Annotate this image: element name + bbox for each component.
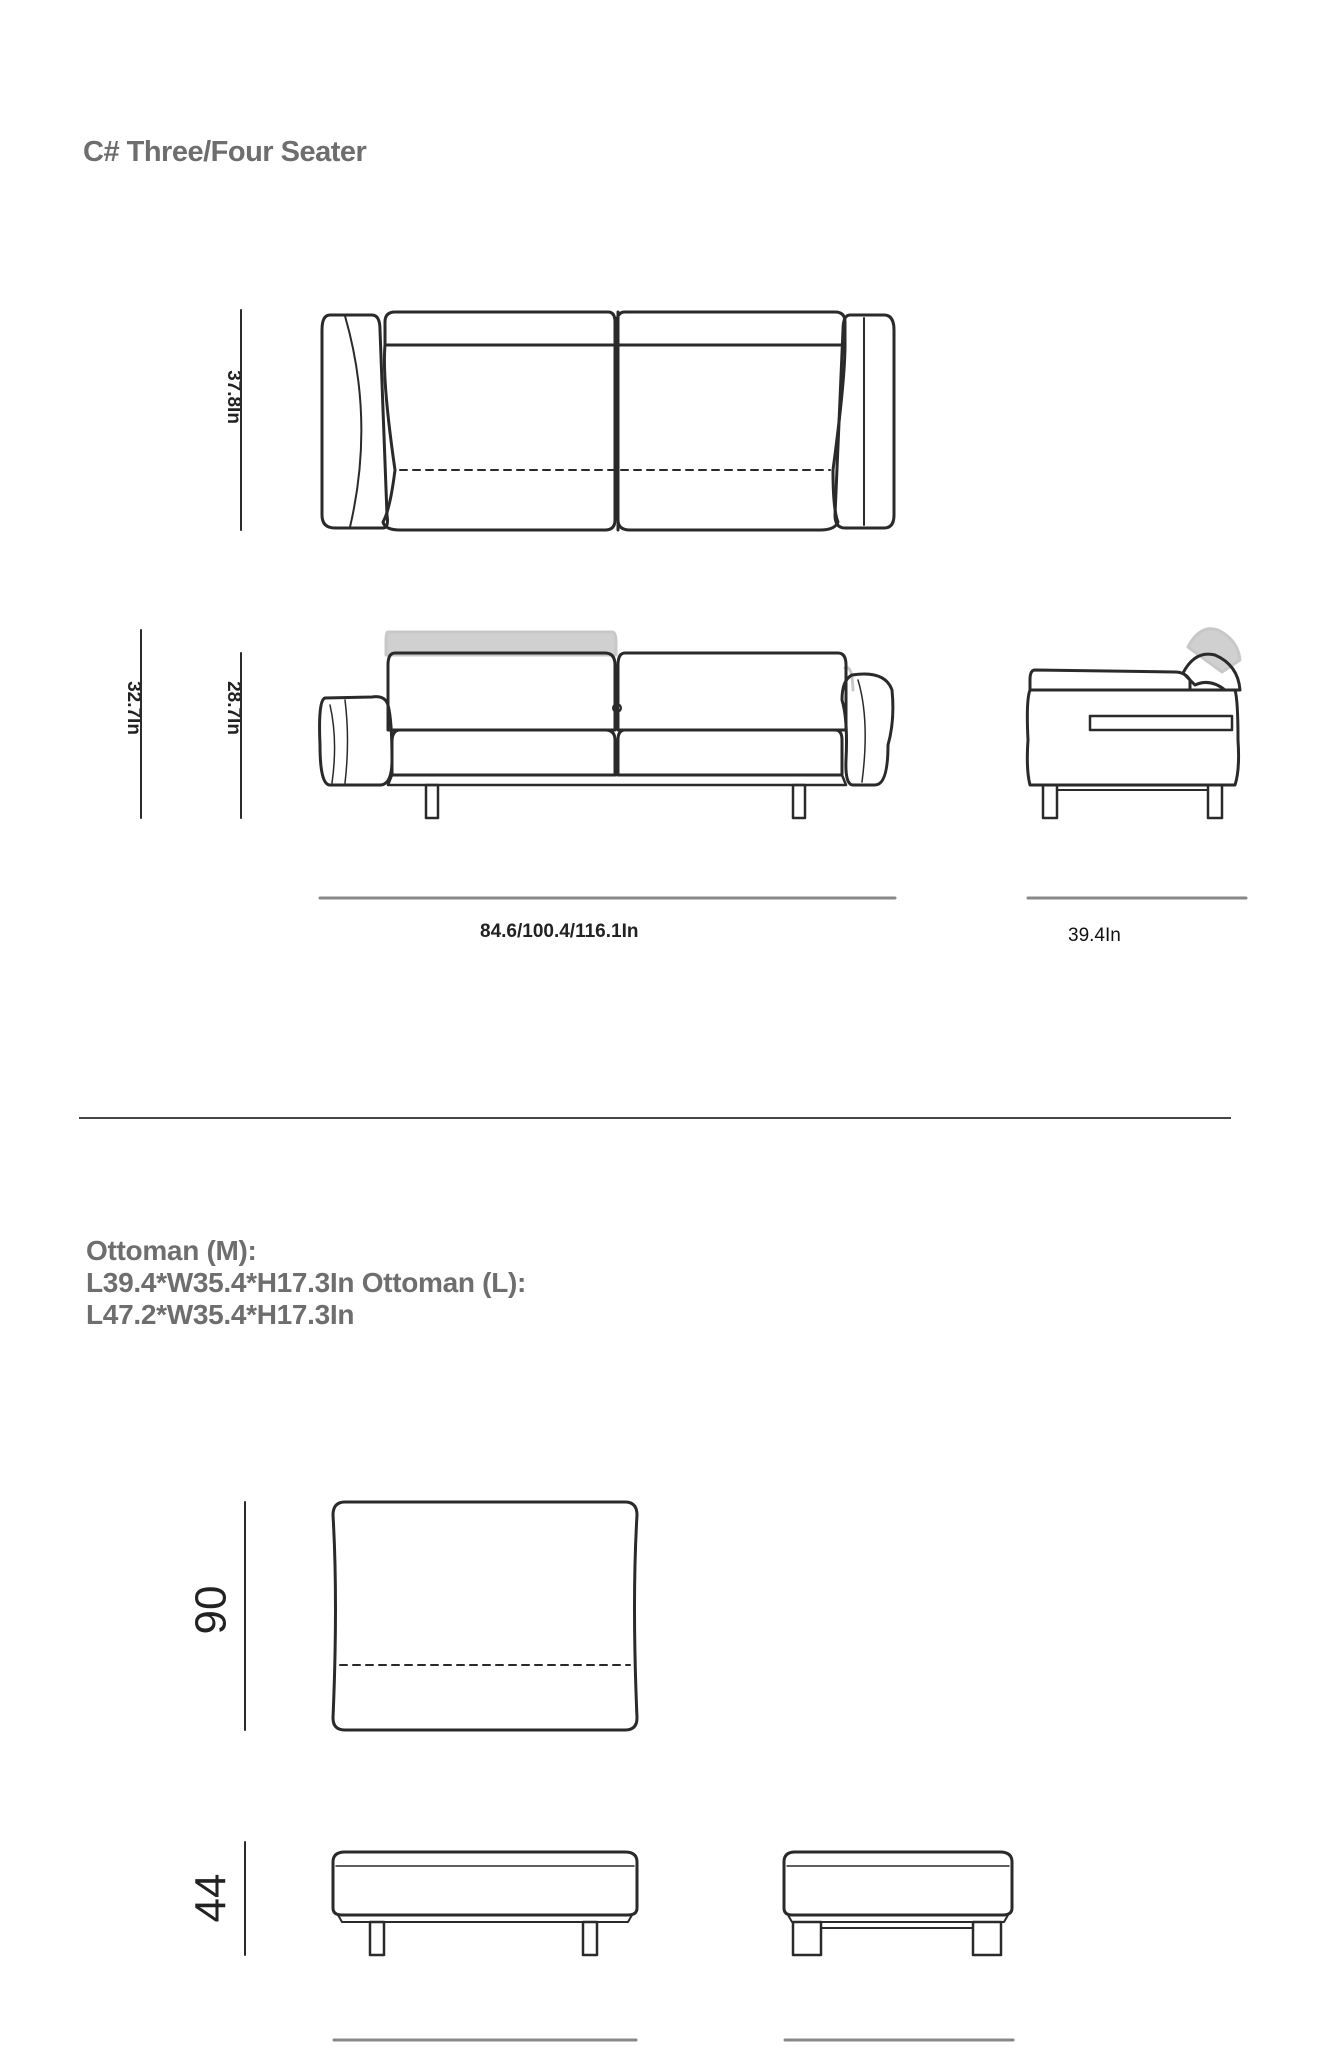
sofa-side-view: [1027, 629, 1240, 818]
seat-height-label: 28.7In: [222, 681, 244, 735]
ottoman-depth-label: 90: [186, 1585, 236, 1635]
side-seat: [1030, 670, 1190, 690]
left-back-cushion: [388, 653, 615, 730]
ottoman-top-view: [333, 1502, 637, 1730]
side-leg-left: [1043, 785, 1057, 818]
ottoman-spec-line-1: Ottoman (M):: [86, 1235, 257, 1266]
side-back-shadow: [1188, 629, 1240, 672]
ottoman-top-outline: [333, 1502, 637, 1730]
right-seat-cushion: [618, 730, 842, 775]
ottoman-spec-line-3: L47.2*W35.4*H17.3In: [86, 1299, 355, 1330]
ottoman-side-view: [784, 1852, 1012, 1955]
side-depth-label: 39.4In: [1068, 925, 1121, 946]
sofa-front-view: [320, 632, 893, 818]
ottoman-side-leg-right: [973, 1922, 1001, 1955]
ottoman-side-cushion: [784, 1852, 1012, 1915]
left-leg: [426, 785, 438, 818]
side-armrest-bar: [1090, 716, 1232, 730]
depth-dimension-label: 37.8In: [222, 370, 244, 424]
ottoman-front-view: [333, 1852, 637, 1955]
ottoman-front-cushion: [333, 1852, 637, 1915]
right-back-cushion: [618, 653, 846, 730]
ottoman-spec-line-2: L39.4*W35.4*H17.3In Ottoman (L):: [86, 1267, 527, 1298]
right-arm-front: [842, 674, 893, 785]
left-seat-cushion: [392, 730, 615, 775]
overall-height-label: 32.7In: [122, 681, 144, 735]
side-leg-right: [1208, 785, 1222, 818]
left-arm-top: [322, 315, 388, 528]
right-leg: [793, 785, 805, 818]
sofa-title: C# Three/Four Seater: [83, 136, 367, 168]
ottoman-front-leg-right: [583, 1922, 597, 1955]
right-seat-top: [617, 312, 845, 345]
side-body: [1027, 690, 1238, 785]
sofa-top-view: [322, 312, 894, 530]
width-dimension-label: 84.6/100.4/116.1In: [480, 921, 639, 942]
ottoman-height-label: 44: [186, 1873, 236, 1923]
left-seat-top: [385, 312, 615, 345]
ottoman-side-leg-left: [793, 1922, 821, 1955]
ottoman-front-leg-left: [370, 1922, 384, 1955]
